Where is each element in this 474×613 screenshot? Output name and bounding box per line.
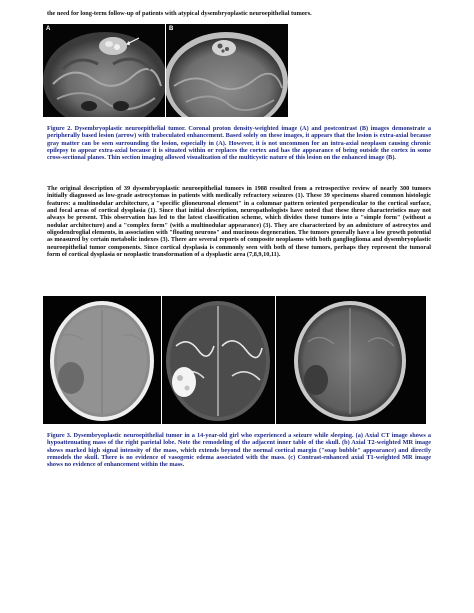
figure2-panel-b xyxy=(166,24,288,117)
figure3-panel-b xyxy=(162,296,275,424)
panel-label-b: B xyxy=(169,26,174,32)
figure3-panel-a xyxy=(43,296,161,424)
figure3-caption xyxy=(47,432,431,469)
continuation-text: the need for long-term follow-up of patients with atypical dysembryoplastic neuroepithelial tumors. xyxy=(47,10,312,17)
axial-ct-image xyxy=(43,296,161,424)
figure2-caption-text: Dysembryoplastic neuroepithelial tumor. Coronal proton density-weighted image (A) and postcontrast (B) images demonstrate a peripherally based lesion (arrow) with trabeculated enhancement. Based solely on these images, it appears that the lesion is extra-axial because gray matter can be seen surrounding the lesion, especially in (A). However, it is not uncommon for an intra-axial neoplasm causing chronic epilepsy to appear extra-axial because it is situated within or replaces the cortex and has the appearance of being outside the cortex in some cross-sectional planes. Thin section imaging allowed visualization of the multicystic nature of this lesion on the enhanced image (B). xyxy=(47,125,431,162)
figure3-caption-label: Figure 3. xyxy=(47,432,72,439)
body-paragraph: The original description of 39 dysembryoplastic neuroepithelial tumors in 1988 resulted from a retrospective review of nearly 300 tumors initially diagnosed as low-grade astrocytomas in patients with medically refractory seizures (1). These 39 specimens shared common histologic features: a multinodular architecture, a "specific glioneuronal element" in a columnar pattern oriented perpendicular to the cortical surface, and focal areas of cortical dysplasia (1). Since that initial description, neuropathologists have noted that these three characteristics may not always be present. This observation has led to the latest classification scheme, which divides these tumors into a "simple form" (without a nodular architecture) and a "complex form" (with a multinodular appearance) (3). They are characterized by an admixture of astrocytes and oligodendroglial elements, in association with "floating neurons" and mucinous degeneration. The tumors generally have a low growth potential as measured by certain metabolic indexes (3). There are several reports of composite neoplasms with both ganglioglioma and dysembryoplastic neuroepithelial tumor components. Since cortical dysplasia is commonly seen with both of these tumors, perhaps they represent the tumoral form of cortical dysplasia or neoplastic transformation of a dysplastic area (7,8,9,10,11). xyxy=(47,185,431,259)
coronal-pd-mri-image xyxy=(43,24,165,117)
figure3-panel-c xyxy=(276,296,426,424)
coronal-postcontrast-mri-image xyxy=(166,24,288,117)
axial-t2-mri-image xyxy=(162,296,275,424)
axial-t1-contrast-mri-image xyxy=(276,296,426,424)
figure3-caption-text: Dysembryoplastic neuroepithelial tumor in a 14-year-old girl who experienced a seizure while sleeping. (a) Axial CT image shows a hypoattenuating mass of the right parietal lobe. Note the remodeling of the adjacent inner table of the skull. (b) Axial T2-weighted MR image shows marked high signal intensity of the mass, which extends beyond the normal cortical margin ("soap bubble" appearance) and directly remodels the skull. There is no evidence of vasogenic edema associated with the mass. (c) Contrast-enhanced axial T1-weighted MR image shows no evidence of enhancement within the mass. xyxy=(47,432,431,469)
figure2-caption-label: Figure 2. xyxy=(47,125,72,132)
panel-label-a: A xyxy=(46,26,51,32)
figure2-panel-a xyxy=(43,24,165,117)
figure2-caption xyxy=(47,125,431,162)
